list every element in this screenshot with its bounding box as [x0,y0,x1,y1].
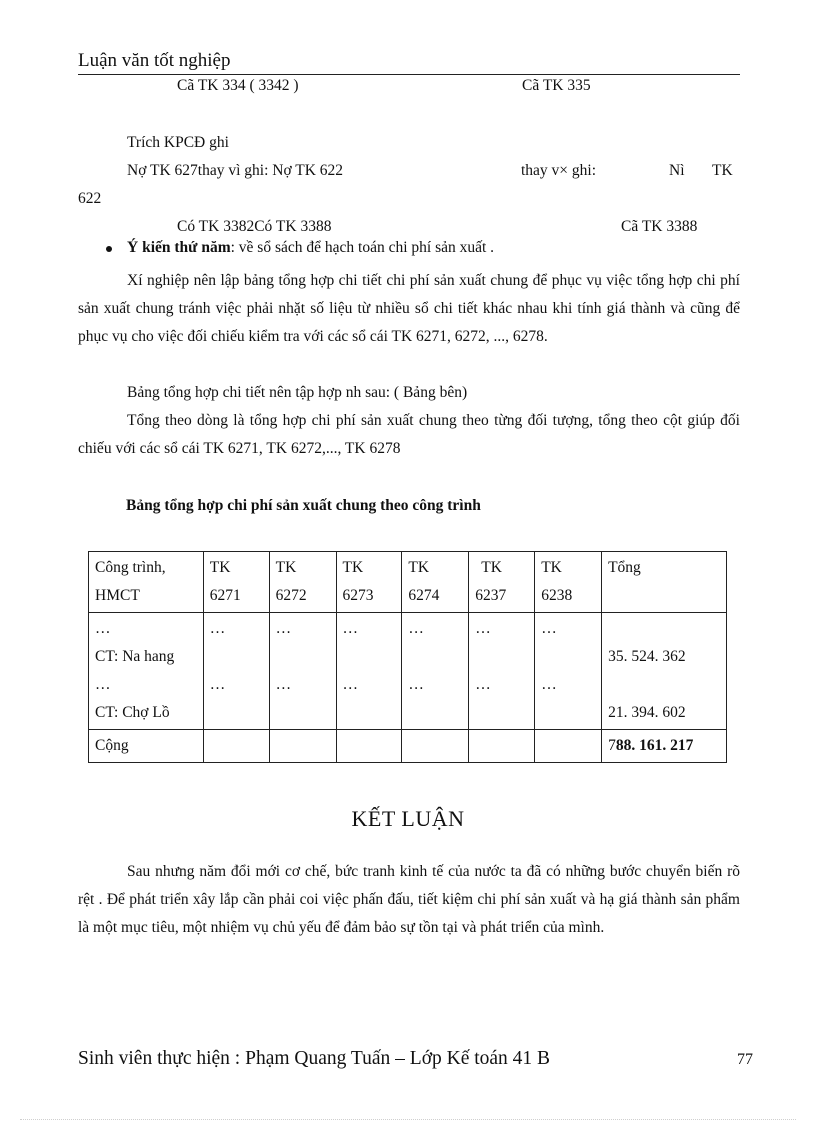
entry-tk-label: TK [712,162,733,179]
ellipsis: … [475,676,491,693]
header-tk-number: 6238 [541,587,573,604]
ellipsis: … [209,620,226,637]
entry-kpcd-label: Trích KPCĐ ghi [127,134,229,151]
cell-empty [402,730,469,763]
cell-amount [203,613,269,730]
header-total-label: Tổng [608,559,641,576]
header-tk-label: TK [342,559,364,576]
entry-account-622: 622 [78,190,102,207]
header-tk-number: 6274 [408,587,440,604]
entry-instead-label: thay v× ghi: [521,162,597,179]
ellipsis: … [408,676,424,693]
cell-amount [469,613,535,730]
entry-credit-3382: Có TK 3382Có TK 3388 [177,218,332,235]
entry-credit-335: Cã TK 335 [522,77,591,94]
header-project-line1: Công trình, [95,559,166,576]
header-tk-label: TK [541,559,562,576]
grand-total-prefix: 7 [608,737,616,754]
cost-summary-table [88,551,727,763]
ellipsis: … [541,620,557,637]
ellipsis: … [475,620,491,637]
header-tk-label: TK [209,559,231,576]
header-project-line2: HMCT [95,587,140,604]
cell-amount [535,613,602,730]
bullet-heading: Ý kiến thứ năm [127,239,231,256]
project-name: CT: Na hang [95,648,175,665]
conclusion-paragraph [78,858,740,942]
paragraph-table-note [78,379,740,407]
ellipsis: … [408,620,424,637]
header-cell-tk [535,552,602,613]
page-bottom-border [20,1119,796,1120]
ellipsis: … [95,676,111,693]
grand-total: 88. 161. 217 [615,737,694,754]
paragraph-table-note-text: Bảng tổng hợp chi tiết nên tập hợp nh sau: ( Bảng bên) [127,384,468,401]
cell-total [602,613,727,730]
conclusion-heading: KẾT LUẬN [351,806,465,831]
ellipsis: … [342,676,359,693]
cell-amount [269,613,336,730]
header-cell-tk [469,552,535,613]
table-row [89,613,727,730]
cell-project [89,613,204,730]
entry-credit-334: Cã TK 334 ( 3342 ) [177,77,299,94]
paragraph-totals-note [78,407,740,463]
entry-credit-3388: Cã TK 3388 [621,218,698,235]
running-header: Luận văn tốt nghiệp [78,50,231,71]
header-tk-label: TK [408,559,430,576]
header-tk-label: TK [275,559,297,576]
header-tk-number: 6272 [275,587,307,604]
ellipsis: … [95,620,111,637]
header-cell-total [602,552,727,613]
ellipsis: … [275,620,292,637]
cell-empty [336,730,402,763]
cell-amount [402,613,469,730]
header-rule [78,74,740,75]
header-cell-tk [269,552,336,613]
entry-debit-627: Nợ TK 627thay vì ghi: Nợ TK 622 [127,162,344,179]
conclusion-text: Sau nhưng năm đổi mới cơ chế, bức tranh kinh tế của nước ta đã có những bước chuyển biến rõ rệt . Để phát triển xây lắp cần phải coi việc phấn đấu, tiết kiệm chi phí sản xuất và hạ giá thành sản phẩm là một mục tiêu, một nhiệm vụ chủ yếu để đảm bảo sự tồn tại và phát triển của mình. [78,863,740,936]
bullet-icon [106,246,112,252]
cell-sum-label [89,730,204,763]
cell-empty [269,730,336,763]
paragraph-recommendation-text: Xí nghiệp nên lập bảng tổng hợp chi tiết chi phí sản xuất chung để phục vụ việc tổng hợp chi phí sản xuất chung tránh việc phải nhặt số liệu từ nhiều sổ chi tiết khác nhau khi tính giá thành và cũng để phục vụ cho việc đối chiếu kiểm tra với các sổ cái TK 6271, 6272, ..., 6278. [78,272,740,345]
cell-empty [203,730,269,763]
bullet-item [127,239,494,257]
header-cell-tk [336,552,402,613]
cell-amount [336,613,402,730]
cell-empty [535,730,602,763]
ellipsis: … [541,676,557,693]
bullet-text: : về sổ sách để hạch toán chi phí sản xuất . [230,239,495,256]
header-cell-tk [402,552,469,613]
ellipsis: … [275,676,292,693]
paragraph-totals-note-text: Tổng theo dòng là tổng hợp chi phí sản xuất chung theo từng đối tượng, tổng theo cột giúp đối chiếu với các sổ cái TK 6271, TK 6272,..., TK 6278 [78,412,740,457]
table-sum-row [89,730,727,763]
header-tk-label: TK [481,559,502,576]
header-tk-number: 6237 [475,587,507,604]
project-name: CT: Chợ Lồ [95,704,170,721]
cell-empty [469,730,535,763]
entry-debit-short: Nì [669,162,685,179]
row-total: 35. 524. 362 [608,648,686,665]
header-tk-number: 6271 [209,587,241,604]
table-caption: Bảng tổng hợp chi phí sản xuất chung theo công trình [126,497,481,514]
ellipsis: … [342,620,359,637]
row-total: 21. 394. 602 [608,704,686,721]
sum-label: Cộng [95,737,129,754]
header-cell-project [89,552,204,613]
paragraph-recommendation [78,267,740,351]
header-cell-tk [203,552,269,613]
ellipsis: … [209,676,226,693]
header-tk-number: 6273 [342,587,374,604]
page-number: 77 [737,1051,753,1068]
footer-author: Sinh viên thực hiện : Phạm Quang Tuấn – Lớp Kế toán 41 B [78,1048,551,1069]
cell-grand-total [602,730,727,763]
table-header-row [89,552,727,613]
